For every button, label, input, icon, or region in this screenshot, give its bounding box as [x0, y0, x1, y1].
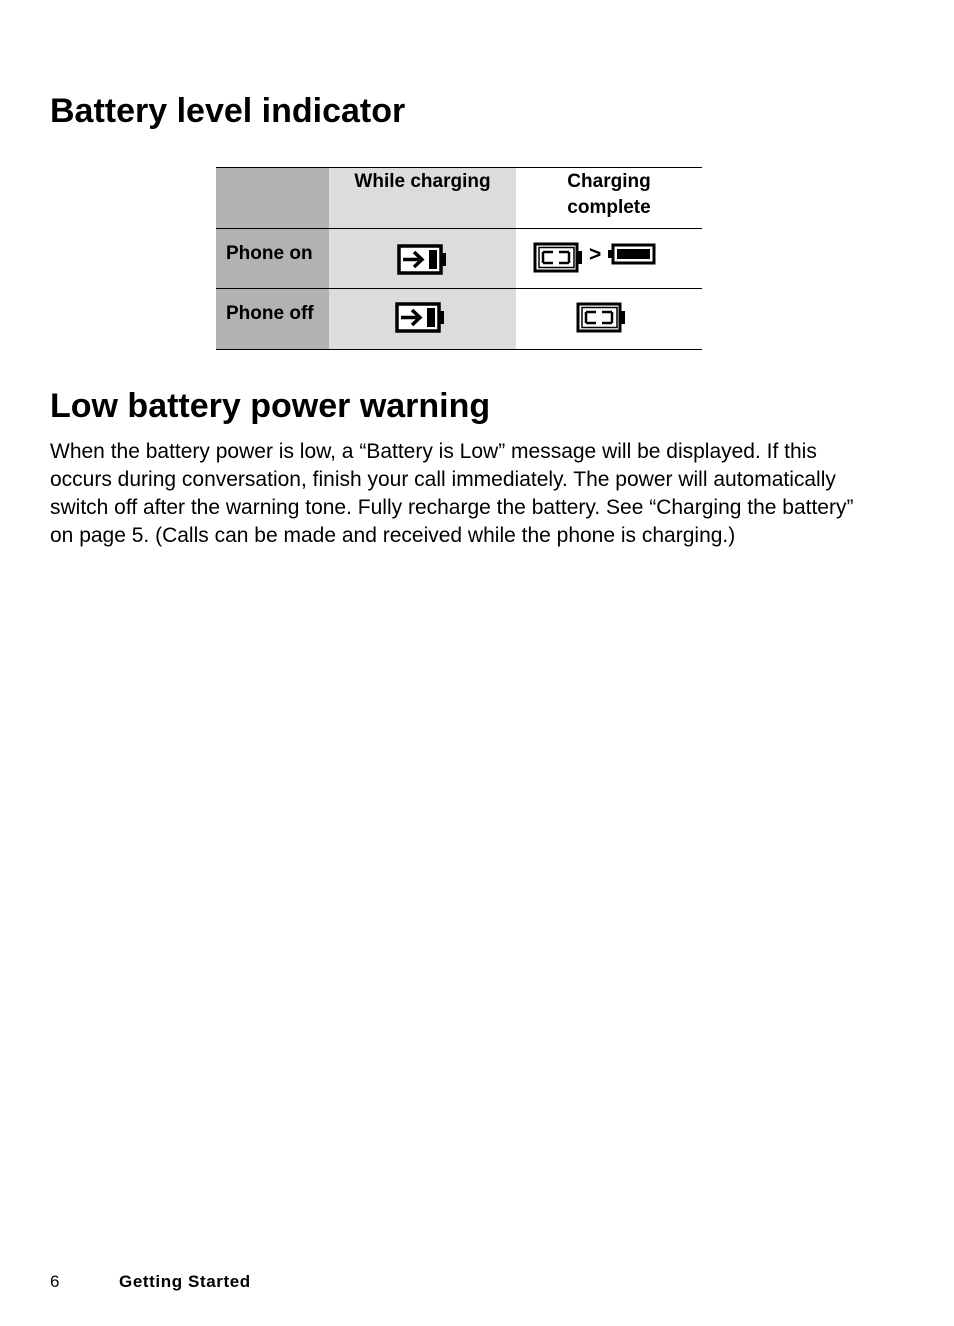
transition-arrow: >	[589, 243, 602, 266]
cell-phone-on-while-charging	[329, 229, 516, 288]
battery-charging-icon	[397, 244, 447, 276]
cell-phone-off-charging-complete	[516, 289, 702, 349]
battery-empty-icon	[533, 242, 583, 274]
table-bottom-rule	[216, 349, 702, 350]
battery-indicator-table	[216, 167, 702, 350]
row-label-phone-on: Phone on	[216, 229, 329, 288]
cell-phone-off-while-charging	[329, 289, 516, 349]
page-number: 6	[50, 1272, 60, 1291]
low-battery-heading: Low battery power warning	[50, 387, 491, 425]
table-corner-cell	[216, 168, 329, 228]
battery-full-icon	[607, 242, 657, 274]
low-battery-paragraph: When the battery power is low, a “Battery is Low” message will be displayed. If this occurs during conversation, finish your call immediately. The power will automatically switch off after the warning tone. Fully recharge the battery. See “Charging the battery” on page 5. (Calls can be made and received while the phone is charging.)	[50, 440, 854, 547]
battery-empty-icon	[576, 302, 626, 334]
section-title: Getting Started	[119, 1272, 251, 1291]
cell-phone-on-charging-complete	[516, 229, 702, 288]
battery-charging-icon	[395, 302, 445, 334]
battery-level-heading: Battery level indicator	[50, 92, 406, 130]
row-label-phone-off: Phone off	[216, 289, 329, 349]
column-header-while-charging: While charging	[329, 168, 516, 228]
column-header-charging-complete: Charging complete	[516, 168, 702, 228]
